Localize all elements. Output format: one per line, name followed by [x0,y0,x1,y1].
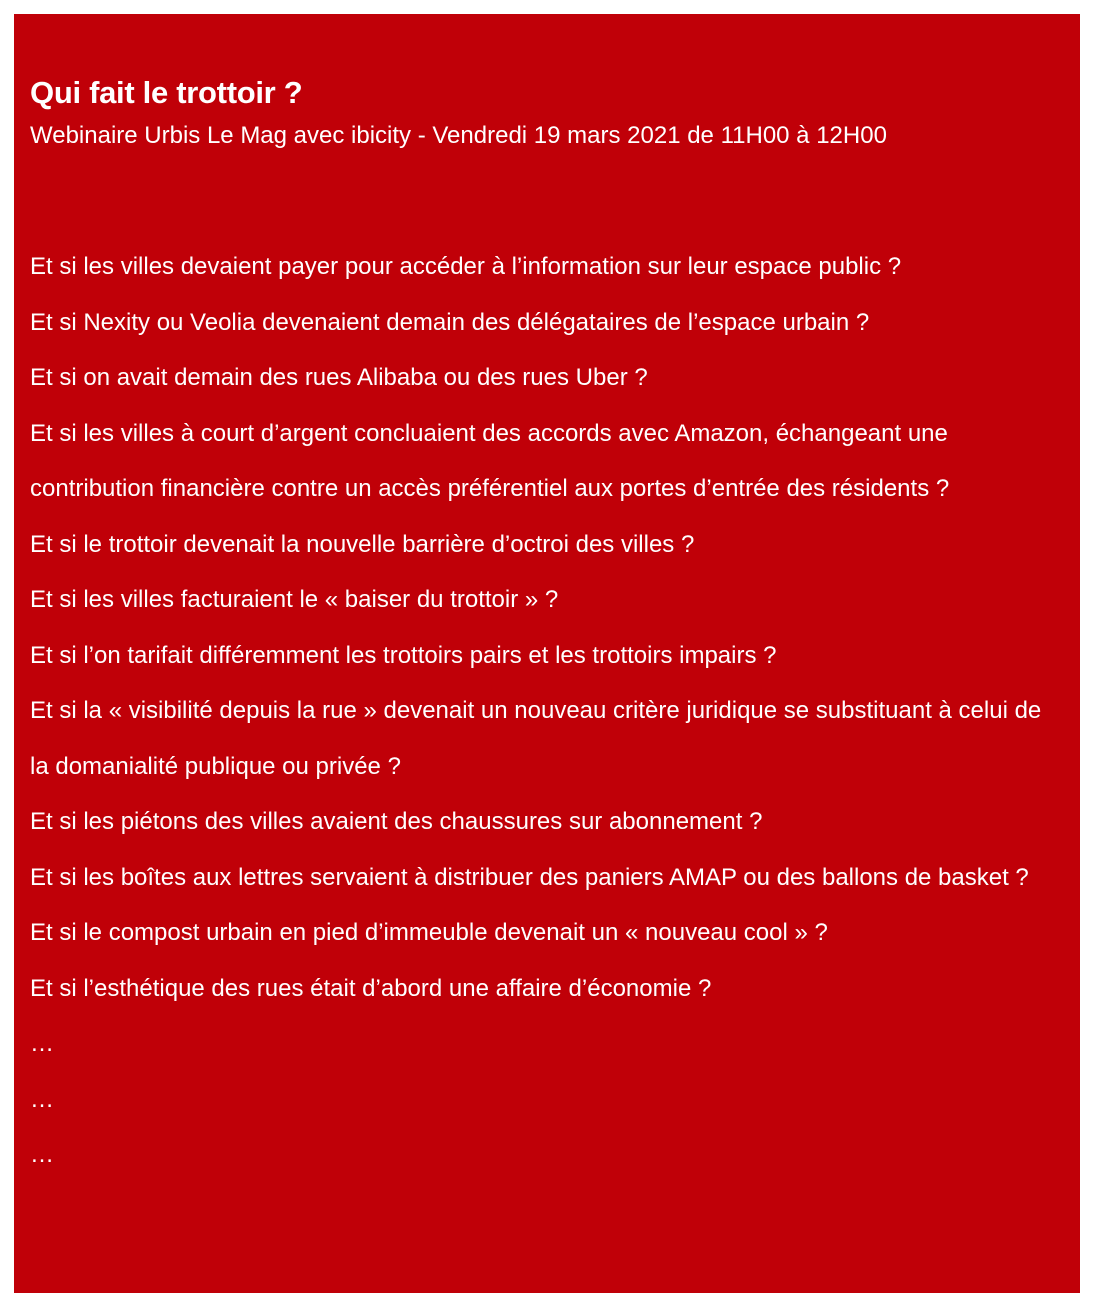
question-item: Et si l’esthétique des rues était d’abord une affaire d’économie ? [30,974,712,1002]
question-item: Et si le compost urbain en pied d’immeuble devenait un « nouveau cool » ? [30,919,828,946]
question-item: Et si les piétons des villes avaient des chaussures sur abonnement ? [30,808,763,835]
question-item: Et si le trottoir devenait la nouvelle barrière d’octroi des villes ? [30,530,695,558]
question-item: Et si la « visibilité depuis la rue » devenait un nouveau critère juridique se substituant à celui de la domanialité publique ou privée ? [30,697,1042,780]
ellipsis-item: … [30,1085,54,1113]
question-item: Et si les villes devaient payer pour accéder à l’information sur leur espace public ? [30,253,902,280]
ellipsis-item: … [30,1030,54,1057]
question-item: Et si les villes facturaient le « baiser du trottoir » ? [30,586,559,613]
question-item: Et si on avait demain des rues Alibaba ou des rues Uber ? [30,364,648,391]
red-panel [14,14,1080,1293]
question-item: Et si les villes à court d’argent concluaient des accords avec Amazon, échangeant une contribution financière contre un accès préférentiel aux portes d’entrée des résidents ? [30,419,950,502]
question-item: Et si l’on tarifait différemment les trottoirs pairs et les trottoirs impairs ? [30,641,777,669]
webinar-subtitle: Webinaire Urbis Le Mag avec ibicity - Vendredi 19 mars 2021 de 11H00 à 12H00 [30,122,887,149]
question-item: Et si Nexity ou Veolia devenaient demain des délégataires de l’espace urbain ? [30,308,870,336]
question-list [30,239,1060,1183]
page-title: Qui fait le trottoir ? [30,75,303,110]
question-item: Et si les boîtes aux lettres servaient à distribuer des paniers AMAP ou des ballons de basket ? [30,863,1029,891]
ellipsis-item: … [30,1141,54,1168]
